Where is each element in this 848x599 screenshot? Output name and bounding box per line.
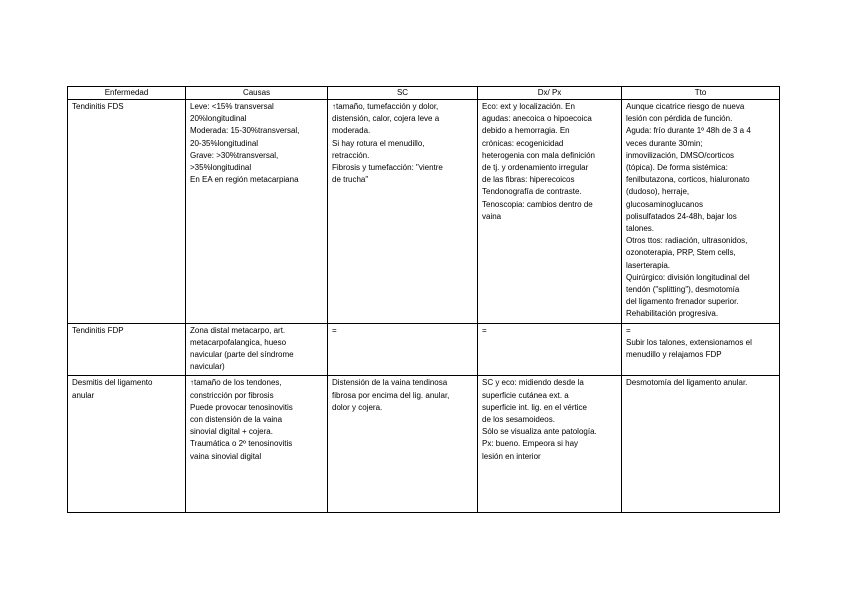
cell-enfermedad: Desmitis del ligamento anular xyxy=(68,376,186,513)
cell-tto: Aunque cicatrice riesgo de nueva lesión con pérdida de función. Aguda: frío durante 1º 48h de 3 a 4 veces durante 30min; inmovilización, DMSO/corticos (tópica). De forma sistémica: fenilbutazona, corticos, hialuronato (dudoso), herraje, glucosaminoglucanos polisulfatados 24-48h, bajar los talones. Otros ttos: radiación, ultrasonidos, ozonoterapia, PRP, Stem cells, laserterapia. Quirúrgico: división longitudinal del tendón ("splitting"), desmotomía del ligamento frenador superior. Rehabilitación progresiva. xyxy=(622,100,780,324)
cell-causas: Leve: <15% transversal 20%longitudinal Moderada: 15-30%transversal, 20-35%longitudinal Grave: >30%transversal, >35%longitudinal En EA en región metacarpiana xyxy=(186,100,328,324)
cell-dx-px: SC y eco: midiendo desde la superficie cutánea ext. a superficie int. lig. en el vértice de los sesamoideos. Sólo se visualiza ante patología. Px: bueno. Empeora si hay lesión en interior xyxy=(478,376,622,513)
cell-causas: Zona distal metacarpo, art. metacarpofalangica, hueso navicular (parte del síndrome navicular) xyxy=(186,323,328,376)
disease-table xyxy=(67,86,780,513)
header-enfermedad: Enfermedad xyxy=(68,87,186,100)
cell-enfermedad: Tendinitis FDP xyxy=(68,323,186,376)
cell-tto: Desmotomía del ligamento anular. xyxy=(622,376,780,513)
cell-sc: Distensión de la vaina tendinosa fibrosa por encima del lig. anular, dolor y cojera. xyxy=(328,376,478,513)
header-sc: SC xyxy=(328,87,478,100)
header-causas: Causas xyxy=(186,87,328,100)
header-dx-px: Dx/ Px xyxy=(478,87,622,100)
cell-causas: ↑tamaño de los tendones, constricción por fibrosis Puede provocar tenosinovitis con distensión de la vaina sinovial digital + cojera. Traumática o 2º tenosinovitis vaina sinovial digital xyxy=(186,376,328,513)
cell-tto: = Subir los talones, extensionamos el menudillo y relajamos FDP xyxy=(622,323,780,376)
cell-dx-px: Eco: ext y localización. En agudas: anecoica o hipoecoica debido a hemorragia. En crónicas: ecogenicidad heterogenia con mala definición de tj. y ordenamiento irregular de las fibras: hiperecoicos Tendonografía de contraste. Tenoscopia: cambios dentro de vaina xyxy=(478,100,622,324)
table-row xyxy=(68,376,780,513)
table-row xyxy=(68,323,780,376)
cell-dx-px: = xyxy=(478,323,622,376)
header-tto: Tto xyxy=(622,87,780,100)
table-header-row xyxy=(68,87,780,100)
cell-enfermedad: Tendinitis FDS xyxy=(68,100,186,324)
cell-sc: ↑tamaño, tumefacción y dolor, distensión, calor, cojera leve a moderada. Si hay rotura el menudillo, retracción. Fibrosis y tumefacción: "vientre de trucha" xyxy=(328,100,478,324)
table-row xyxy=(68,100,780,324)
cell-sc: = xyxy=(328,323,478,376)
